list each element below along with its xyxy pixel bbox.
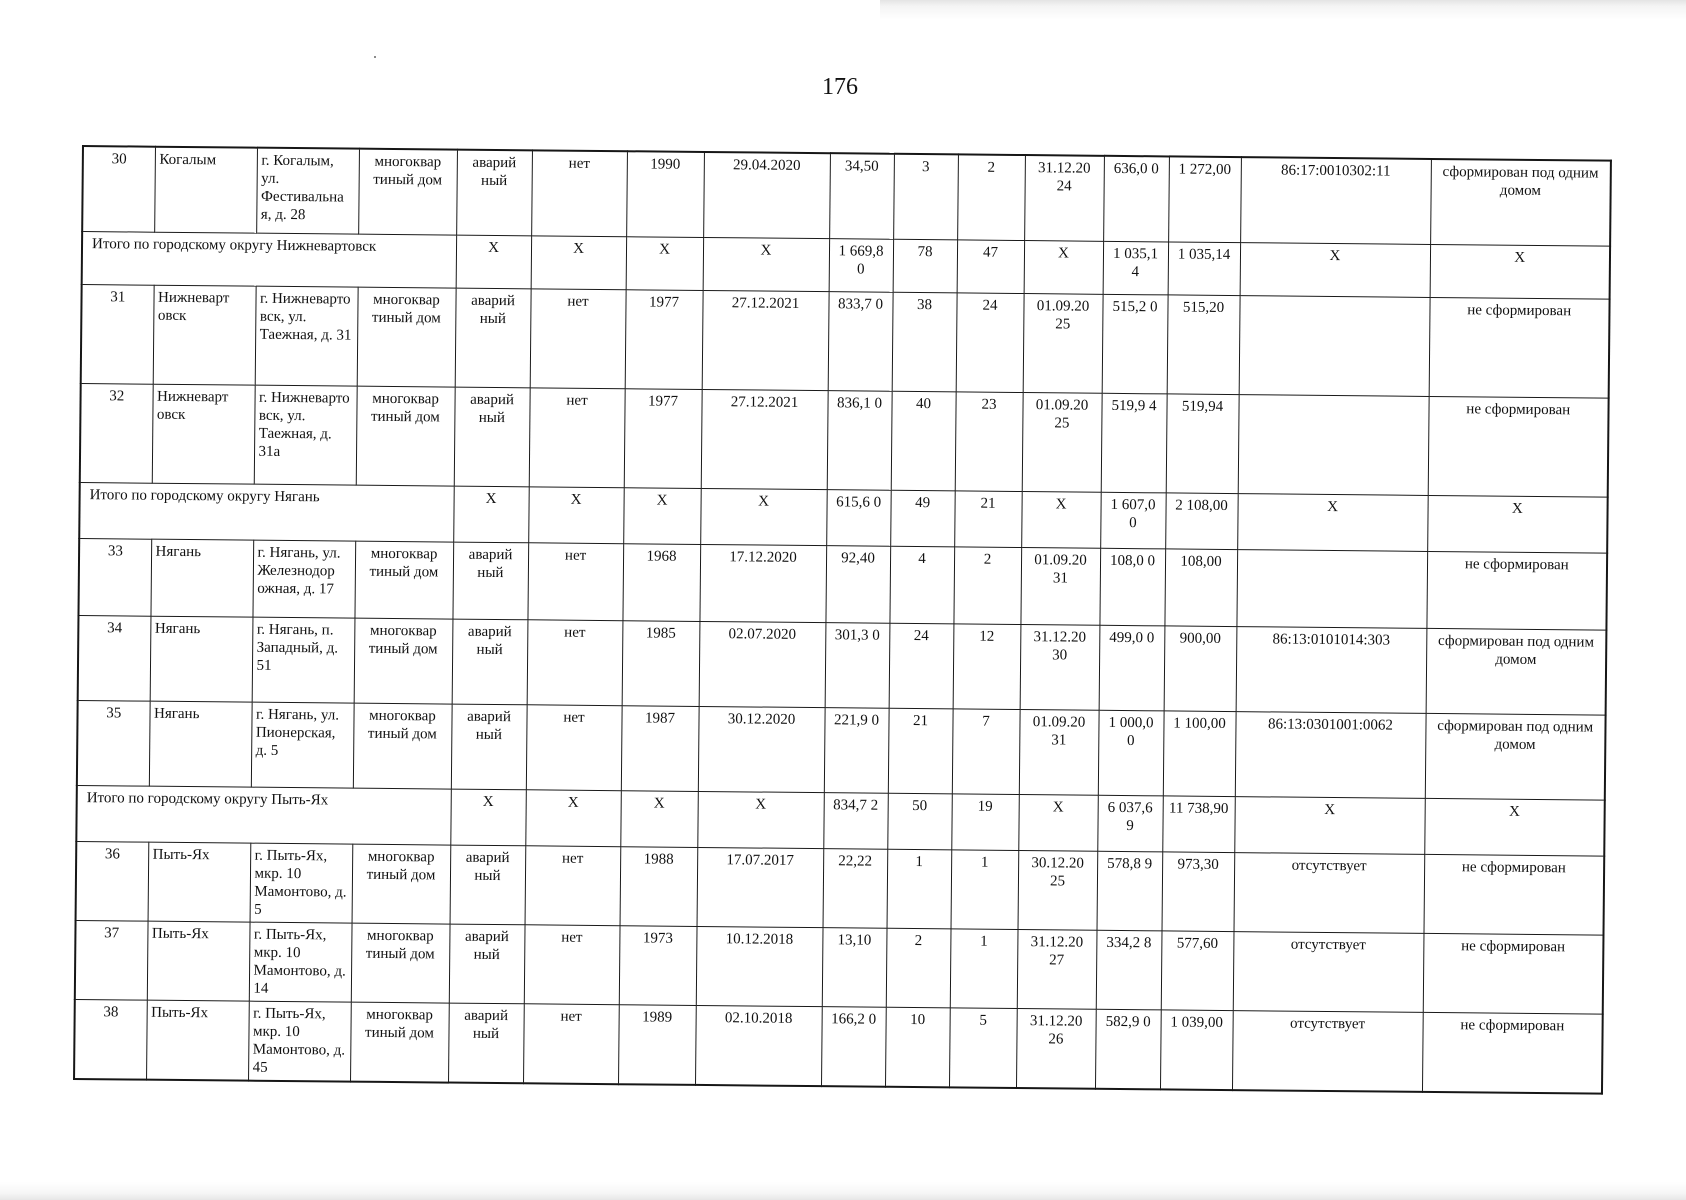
persons-cell: 40 [891,391,956,491]
cost-a-cell: 1 035,1 4 [1103,241,1169,295]
municipality-cell: Пыть-Ях [147,921,250,1001]
year-cell: 1973 [619,926,697,1006]
table-row [74,999,1603,1093]
land-plot-cell: сформирован под одним домом [1426,628,1607,715]
row-number: 37 [75,920,148,1000]
rooms-cell: 2 [957,154,1025,240]
cost-b-cell: 1 035,14 [1168,242,1241,296]
cost-a-cell: 6 037,6 9 [1097,795,1163,852]
cost-b-cell: 2 108,00 [1165,493,1238,550]
table-row [75,920,1604,1014]
house-type-cell: многоквар тиный дом [357,287,456,387]
municipality-cell: Нягань [149,701,252,787]
rooms-cell: 47 [957,240,1025,294]
persons-cell: 38 [892,292,957,392]
house-type-cell: многоквар тиный дом [353,703,452,789]
address-cell: г. Нижневарто вск, ул. Таежная, д. 31а [254,385,357,485]
year-cell: 1985 [622,621,700,707]
cadastral-cell: X [1240,243,1431,298]
year-cell: 1990 [626,151,704,237]
rooms-cell: 21 [954,491,1022,548]
decision-date-cell: 27.12.2021 [702,290,829,390]
rooms-cell: 24 [956,293,1024,393]
condition-cell: аварий ный [452,542,528,620]
decision-date-cell: 29.04.2020 [703,152,830,239]
house-type-cell: многоквар тиный дом [358,149,457,235]
deadline-cell: 01.09.20 25 [1022,393,1102,493]
rooms-cell: 1 [951,850,1019,930]
year-cell: 1977 [624,389,702,489]
deadline-cell: 31.12.20 26 [1016,1009,1096,1089]
persons-cell: 2 [886,928,951,1008]
flag-cell: X [528,487,624,544]
area-cell: 1 669,8 0 [829,239,894,293]
municipality-cell: Нижневарт овск [153,285,256,385]
address-cell: г. Нижневарто вск, ул. Таежная, д. 31 [255,286,358,386]
area-cell: 13,10 [822,928,887,1008]
condition-cell: аварий ный [454,387,530,487]
register-sheet [73,145,1610,1095]
deadline-cell: 01.09.20 31 [1019,710,1099,796]
persons-cell: 21 [888,708,953,794]
decision-date-cell: 27.12.2021 [701,389,828,489]
area-cell: 221,9 0 [824,708,889,794]
persons-cell: 4 [889,546,954,624]
deadline-cell: X [1021,492,1101,549]
rooms-cell: 19 [951,794,1019,851]
row-number: 33 [78,538,151,616]
cost-a-cell: 1 000,0 0 [1098,710,1164,796]
land-plot-cell: X [1424,798,1605,856]
land-plot-cell: X [1427,495,1608,553]
cost-a-cell: 636,0 0 [1103,156,1169,242]
land-plot-cell: не сформирован [1428,396,1609,497]
address-cell: г. Пыть-Ях, мкр. 10 Мамонтово, д. 14 [249,922,352,1002]
persons-cell: 50 [887,793,952,850]
table-row [80,383,1609,497]
land-plot-cell: не сформирован [1423,854,1604,935]
table-row [76,841,1605,935]
cost-a-cell: 515,2 0 [1102,294,1168,394]
cost-b-cell: 108,00 [1164,549,1237,627]
area-cell: 22,22 [823,849,888,929]
cadastral-cell: X [1237,494,1428,552]
cost-a-cell: 578,8 9 [1097,851,1163,931]
row-number: 36 [76,841,149,921]
flag-cell: нет [526,705,622,791]
municipality-cell: Нягань [150,539,253,617]
row-number: 35 [77,700,150,786]
cost-a-cell: 499,0 0 [1099,625,1165,711]
municipality-cell: Нягань [150,616,253,702]
condition-cell: аварий ный [449,924,525,1004]
land-plot-cell: X [1430,244,1611,299]
area-cell: 166,2 0 [821,1007,886,1087]
decision-date-cell: X [703,237,830,291]
flag-cell: нет [525,846,621,926]
land-plot-cell: не сформирован [1429,297,1610,398]
house-type-cell: многоквар тиный дом [352,844,451,924]
cost-b-cell: 519,94 [1166,394,1239,494]
deadline-cell: X [1024,241,1104,295]
row-number: 31 [81,285,154,385]
year-cell: 1989 [618,1005,696,1085]
table-row [77,700,1606,800]
condition-cell: X [456,235,532,289]
decision-date-cell: 17.07.2017 [697,847,824,927]
house-type-cell: многоквар тиный дом [354,541,453,619]
decision-date-cell: 10.12.2018 [696,926,823,1006]
deadline-cell: 31.12.20 27 [1017,930,1097,1010]
table-row [78,615,1607,715]
address-cell: г. Нягань, ул. Пионерская, д. 5 [251,702,354,788]
flag-cell: нет [531,150,627,236]
cadastral-cell [1236,550,1427,629]
condition-cell: аварий ный [456,150,532,236]
table-row [81,285,1610,399]
decision-date-cell: 30.12.2020 [698,706,825,792]
year-cell: 1988 [620,847,698,927]
cost-b-cell: 11 738,90 [1162,796,1235,853]
flag-cell: нет [529,388,625,488]
cadastral-cell [1238,395,1429,496]
cost-b-cell: 515,20 [1167,295,1240,395]
page-number: 176 [822,74,858,100]
house-type-cell: многоквар тиный дом [351,923,450,1003]
condition-cell: аварий ный [452,619,528,705]
deadline-cell: 30.12.20 25 [1018,851,1098,931]
area-cell: 833,7 0 [828,292,893,392]
municipality-cell: Нижневарт овск [152,384,255,484]
cadastral-cell [1239,296,1430,397]
land-plot-cell: сформирован под одним домом [1430,159,1611,246]
deadline-cell: X [1018,795,1098,852]
cost-b-cell: 577,60 [1161,931,1234,1011]
area-cell: 92,40 [825,546,890,624]
decision-date-cell: 17.12.2020 [699,544,826,622]
total-label: Итого по городскому округу Нижневартовск [82,232,456,289]
cost-b-cell: 900,00 [1164,626,1237,712]
year-cell: X [620,791,698,848]
flag-cell: нет [527,620,623,706]
flag-cell: нет [524,925,620,1005]
deadline-cell: 31.12.20 30 [1020,625,1100,711]
land-plot-cell: не сформирован [1423,933,1604,1014]
cost-b-cell: 973,30 [1162,852,1235,932]
address-cell: г. Пыть-Ях, мкр. 10 Мамонтово, д. 45 [248,1001,351,1081]
rooms-cell: 2 [953,547,1021,625]
year-cell: 1968 [622,544,700,622]
decision-date-cell: 02.10.2018 [695,1005,822,1086]
cadastral-cell: отсутствует [1234,853,1425,934]
flag-cell: нет [530,289,626,389]
area-cell: 301,3 0 [825,623,890,709]
address-cell: г. Нягань, ул. Железнодор ожная, д. 17 [252,540,355,618]
cost-b-cell: 1 100,00 [1163,711,1236,797]
cadastral-cell: X [1234,797,1425,855]
cost-a-cell: 582,9 0 [1095,1009,1161,1089]
row-number: 32 [80,383,153,483]
cadastral-cell: 86:13:0101014:303 [1236,627,1427,714]
row-number: 38 [74,999,147,1079]
scan-speck [374,56,376,58]
cost-a-cell: 1 607,0 0 [1100,492,1166,549]
persons-cell: 24 [889,623,954,709]
rooms-cell: 12 [953,624,1021,710]
persons-cell: 3 [893,154,958,240]
condition-cell: X [450,789,526,846]
condition-cell: X [453,486,529,543]
persons-cell: 49 [890,490,955,547]
year-cell: 1977 [625,290,703,390]
flag-cell: нет [527,543,623,621]
rooms-cell: 5 [949,1008,1017,1088]
land-plot-cell: не сформирован [1422,1012,1603,1093]
cost-a-cell: 519,9 4 [1101,393,1167,493]
total-label: Итого по городскому округу Пыть-Ях [76,785,451,845]
year-cell: 1987 [621,706,699,792]
row-number: 30 [82,146,155,232]
land-plot-cell: сформирован под одним домом [1425,713,1606,800]
deadline-cell: 01.09.20 31 [1020,548,1100,626]
area-cell: 615,6 0 [826,490,891,547]
land-plot-cell: не сформирован [1426,551,1607,630]
rooms-cell: 1 [950,929,1018,1009]
cadastral-cell: 86:17:0010302:11 [1240,157,1431,244]
cadastral-cell: 86:13:0301001:0062 [1235,712,1426,799]
cost-a-cell: 334,2 8 [1096,930,1162,1010]
scan-edge-top [880,0,1686,20]
decision-date-cell: X [700,488,827,545]
municipality-cell: Когалым [154,147,257,233]
persons-cell: 78 [893,239,958,293]
rooms-cell: 23 [955,392,1023,492]
year-cell: X [623,488,701,545]
deadline-cell: 31.12.20 24 [1024,155,1104,241]
condition-cell: аварий ный [451,704,527,790]
condition-cell: аварий ный [448,1003,524,1083]
municipality-cell: Пыть-Ях [146,1000,249,1080]
flag-cell: X [525,790,621,847]
decision-date-cell: 02.07.2020 [699,621,826,707]
rooms-cell: 7 [952,709,1020,795]
address-cell: г. Нягань, п. Западный, д. 51 [252,617,355,703]
flag-cell: X [531,236,627,290]
cadastral-cell: отсутствует [1233,932,1424,1013]
area-cell: 836,1 0 [827,391,892,491]
persons-cell: 10 [885,1007,950,1087]
condition-cell: аварий ный [455,288,531,388]
row-number: 34 [78,615,151,701]
cost-b-cell: 1 272,00 [1168,156,1241,242]
cost-a-cell: 108,0 0 [1099,548,1165,626]
table-row [82,146,1611,246]
area-cell: 34,50 [829,153,894,239]
flag-cell: нет [523,1004,619,1084]
address-cell: г. Пыть-Ях, мкр. 10 Мамонтово, д. 5 [250,843,353,923]
scan-edge-bottom [0,1182,1686,1200]
cost-b-cell: 1 039,00 [1160,1010,1233,1090]
year-cell: X [626,237,704,291]
total-label: Итого по городскому округу Нягань [79,482,454,542]
table-row [78,538,1607,630]
area-cell: 834,7 2 [823,793,888,850]
deadline-cell: 01.09.20 25 [1023,294,1103,394]
house-type-cell: многоквар тиный дом [350,1002,449,1082]
house-type-cell: многоквар тиный дом [356,386,455,486]
condition-cell: аварий ный [450,845,526,925]
address-cell: г. Когалым, ул. Фестивальна я, д. 28 [256,148,359,234]
municipality-cell: Пыть-Ях [148,842,251,922]
housing-register-table [73,145,1612,1095]
decision-date-cell: X [697,791,824,848]
house-type-cell: многоквар тиный дом [354,618,453,704]
cadastral-cell: отсутствует [1232,1011,1423,1092]
persons-cell: 1 [887,849,952,929]
